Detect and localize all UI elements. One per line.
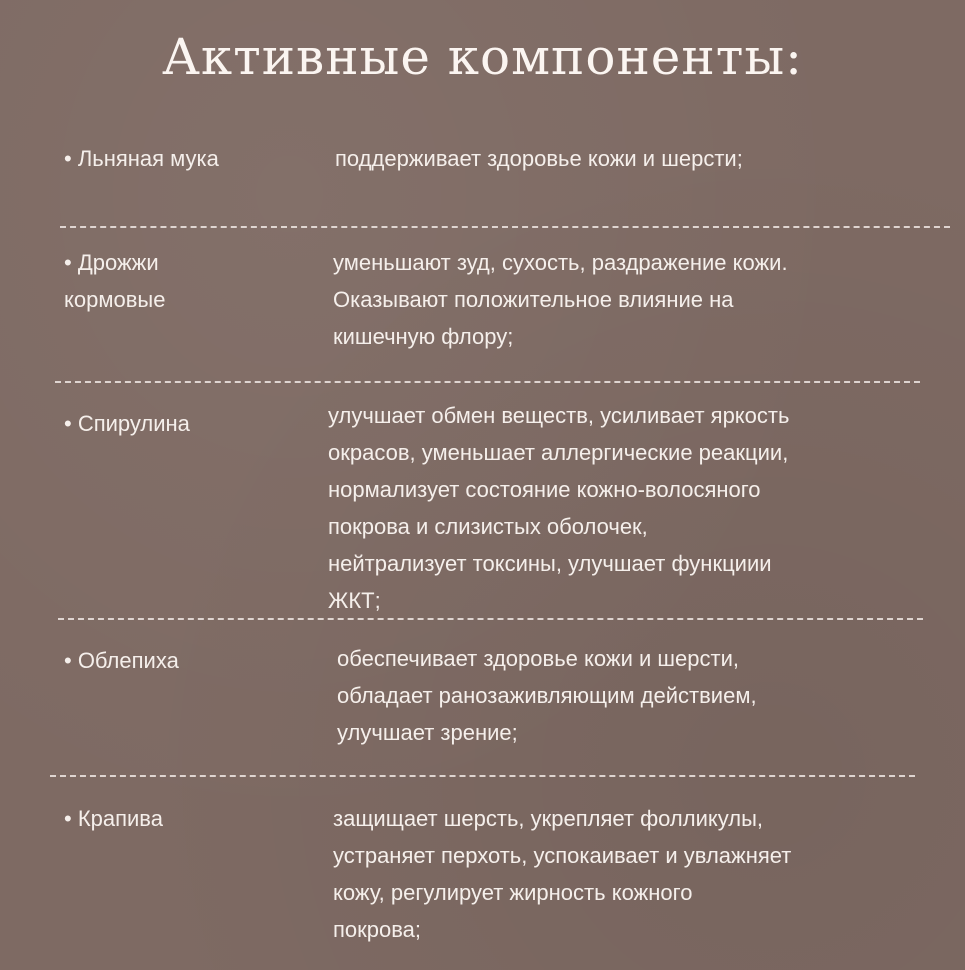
item-description-nettle: защищает шерсть, укрепляет фолликулы, устраняет перхоть, успокаивает и увлажняет кожу, регулирует жирность кожного покрова;	[333, 806, 792, 942]
item-name-flax-flour: • Льняная мука	[64, 146, 219, 171]
item-description-spirulina: улучшает обмен веществ, усиливает яркость окрасов, уменьшает аллергические реакции, нормализует состояние кожно-волосяного покрова и слизистых оболочек, нейтрализует токсины, улучшает функциии ЖКТ;	[328, 403, 790, 613]
item-name-feed-yeast: • Дрожжи кормовые	[64, 250, 166, 312]
item-description-sea-buckthorn: обеспечивает здоровье кожи и шерсти, обладает ранозаживляющим действием, улучшает зрение;	[337, 646, 757, 745]
dashed-divider	[55, 381, 920, 383]
page-title: Активные компоненты:	[161, 28, 804, 86]
dashed-divider	[50, 775, 915, 777]
item-description-feed-yeast: уменьшают зуд, сухость, раздражение кожи. Оказывают положительное влияние на кишечную флору;	[333, 250, 788, 349]
item-name-sea-buckthorn: • Облепиха	[64, 648, 179, 673]
item-name-nettle: • Крапива	[64, 806, 163, 831]
dashed-divider	[58, 618, 923, 620]
item-name-spirulina: • Спирулина	[64, 411, 190, 436]
item-description-flax-flour: поддерживает здоровье кожи и шерсти;	[335, 146, 743, 171]
dashed-divider	[60, 226, 950, 228]
